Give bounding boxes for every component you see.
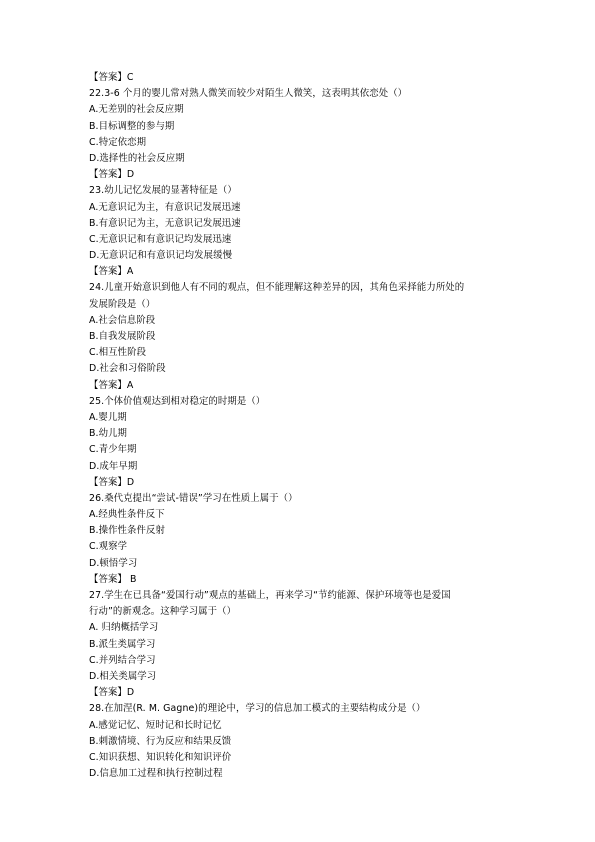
option-line: A.社会信息阶段 — [89, 314, 156, 326]
option-line: D.社会和习俗阶段 — [89, 363, 166, 375]
answer-line: 【答案】D — [89, 169, 135, 181]
question-stem: 27.学生在已具备“爱国行动”观点的基础上，再来学习“节约能源、保护环境等也是爱国 — [89, 590, 451, 601]
option-line: B.派生类属学习 — [89, 638, 156, 650]
answer-line: 【答案】 B — [89, 573, 137, 585]
option-line: D.无意识记和有意识记均发展缓慢 — [89, 250, 233, 262]
option-line: A. 归纳概括学习 — [89, 622, 159, 634]
answer-line: 【答案】D — [89, 687, 135, 699]
question-stem: 22.3-6 个月的婴儿常对熟人微笑而较少对陌生人微笑，这表明其依恋处（） — [89, 88, 408, 100]
option-line: D.成年早期 — [89, 460, 138, 472]
option-line: C.相互性阶段 — [89, 347, 147, 359]
option-line: A.感觉记忆、短时记和长时记忆 — [89, 719, 222, 731]
option-line: D.顿悟学习 — [89, 557, 138, 569]
question-list — [89, 70, 519, 782]
question-stem: 28.在加涅(R. M. Gagne)的理论中，学习的信息加工模式的主要结构成分是（） — [89, 703, 426, 715]
option-line: D.信息加工过程和执行控制过程 — [89, 768, 223, 780]
answer-line: 【答案】D — [89, 476, 135, 488]
option-line: C.知识获想、知识转化和知识评价 — [89, 751, 232, 763]
option-line: B.目标调整的参与期 — [89, 120, 175, 132]
option-line: B.刺激情境、行为反应和结果反馈 — [89, 735, 232, 747]
option-line: C.并列结合学习 — [89, 654, 156, 666]
option-line: B.有意识记为主，无意识记发展迅速 — [89, 217, 241, 229]
option-line: A.无差别的社会反应期 — [89, 104, 184, 116]
question-stem: 26.桑代克提出“尝试-错误”学习在性质上属于（） — [89, 492, 298, 504]
option-line: C.无意识记和有意识记均发展迅速 — [89, 233, 232, 245]
question-stem: 25.个体价值观达到相对稳定的时期是（） — [89, 395, 266, 407]
option-line: A.无意识记为主，有意识记发展迅速 — [89, 201, 241, 213]
option-line: A.经典性条件反下 — [89, 509, 165, 521]
option-line: C.青少年期 — [89, 444, 137, 456]
answer-line: 【答案】A — [89, 266, 134, 278]
option-line: A.婴儿期 — [89, 411, 127, 423]
question-stem-continuation: 发展阶段是（） — [89, 298, 156, 310]
option-line: C.特定依恋期 — [89, 136, 147, 148]
option-line: D.选择性的社会反应期 — [89, 152, 185, 164]
question-stem: 23.幼儿记忆发展的显著特征是（） — [89, 185, 237, 197]
option-line: D.相关类属学习 — [89, 670, 157, 682]
option-line: B.操作性条件反射 — [89, 525, 165, 537]
question-stem: 24.儿童开始意识到他人有不同的观点，但不能理解这种差异的因，其角色采择能力所处的 — [89, 282, 465, 294]
answer-line: 【答案】C — [89, 72, 134, 83]
option-line: B.幼儿期 — [89, 428, 128, 440]
option-line: C.观察学 — [89, 541, 128, 553]
answer-line: 【答案】A — [89, 379, 134, 391]
question-stem-continuation: 行动”的新观念。这种学习属于（） — [89, 606, 237, 618]
option-line: B.自我发展阶段 — [89, 331, 156, 342]
